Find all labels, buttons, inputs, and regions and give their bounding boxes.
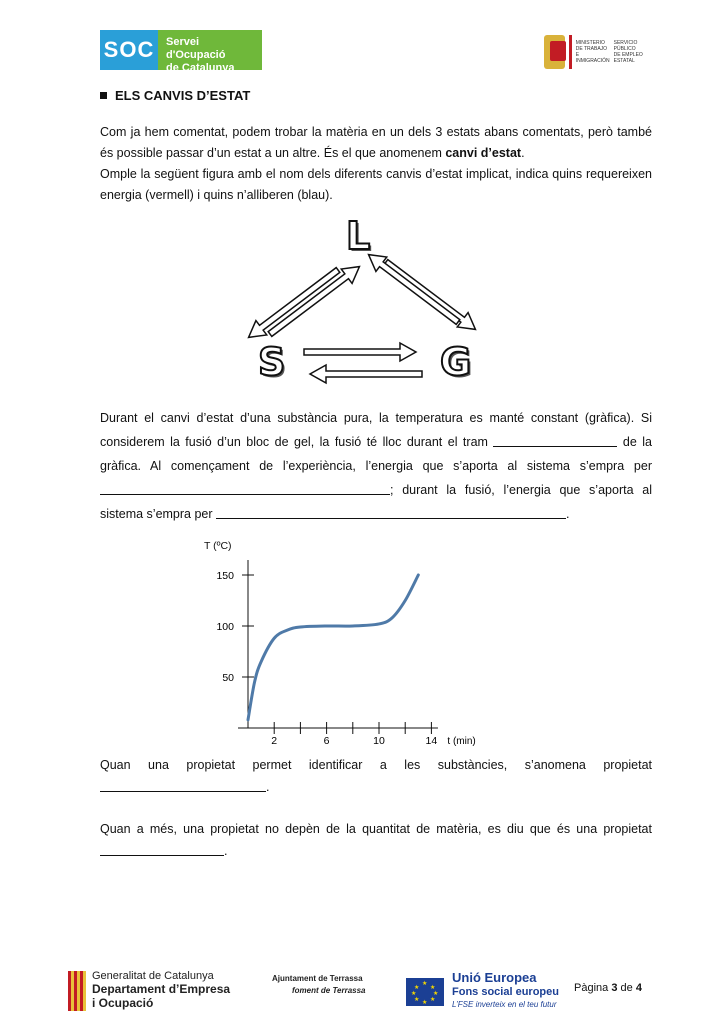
- ministry-name: MINISTERIO DE TRABAJO E INMIGRACIÓN: [575, 40, 610, 64]
- liquid-label: L: [346, 214, 371, 258]
- y-tick-label: 150: [216, 570, 234, 582]
- arrow-l-to-s: [243, 263, 343, 345]
- answer-blank[interactable]: [100, 484, 390, 495]
- soc-name: Servei d'Ocupació de Catalunya: [158, 30, 262, 70]
- generalitat-logo: Generalitat de Catalunya Departament d’Empresa i Ocupació: [68, 970, 230, 1011]
- x-tick-label: 10: [373, 735, 385, 747]
- arrow-l-to-g: [381, 255, 481, 337]
- solid-label: S: [258, 340, 286, 384]
- answer-blank[interactable]: [493, 436, 617, 447]
- gas-label: G: [440, 340, 472, 384]
- ministry-sub: SERVICIO PÚBLICO DE EMPLEO ESTATAL: [613, 40, 643, 64]
- coat-of-arms-icon: [544, 35, 565, 69]
- soc-logo: [100, 30, 262, 74]
- question-1: Quan una propietat permet identificar a les substàncies, s’anomena propietat .: [100, 758, 652, 794]
- y-tick-label: 50: [222, 672, 234, 684]
- bullet-icon: [100, 92, 107, 99]
- answer-blank[interactable]: [100, 781, 266, 792]
- page-number: Pàgina 3 de 4: [574, 982, 642, 994]
- arrow-g-to-l: [363, 247, 463, 329]
- answer-blank[interactable]: [216, 508, 566, 519]
- y-tick-label: 100: [216, 621, 234, 633]
- question-2: Quan a més, una propietat no depèn de la quantitat de matèria, es diu que és una propietat .: [100, 822, 652, 858]
- temperature-chart: [190, 552, 510, 752]
- section-heading: ELS CANVIS D’ESTAT: [100, 88, 250, 103]
- temperature-curve: [248, 575, 418, 720]
- x-tick-label: 14: [425, 735, 438, 747]
- arrow-g-to-s: [310, 365, 422, 383]
- x-tick-label: 6: [323, 735, 330, 747]
- senyera-icon: [68, 971, 86, 1011]
- eu-logo: ★ ★ ★ ★ ★ ★ ★ ★ Unió Europea Fons social europeu L’FSE inverteix en el teu futur: [406, 972, 559, 1011]
- terrassa-logo: Ajuntament de Terrassa foment de Terrassa: [272, 974, 366, 995]
- fill-in-text: Durant el canvi d’estat d’una substància pura, la temperatura es manté constant (gràfica). Si considerem la fusió d’un bloc de gel, la fusió té lloc durant el tram de la gràfica. Al començament de l’experiència, l’energia que s’aporta al sistema s’empra per ; durant la fusió, l’energia que s’aporta al sistema s’empra per .: [100, 411, 652, 521]
- answer-blank[interactable]: [100, 845, 224, 856]
- ministry-logo: [544, 34, 652, 70]
- eu-flag-icon: ★ ★ ★ ★ ★ ★ ★ ★: [406, 978, 444, 1006]
- arrow-s-to-l: [265, 259, 365, 341]
- x-tick-label: 2: [271, 735, 278, 747]
- arrow-s-to-g: [304, 343, 416, 361]
- intro-text: Com ja hem comentat, podem trobar la matèria en un dels 3 estats abans comentats, però també és possible passar d’un estat a un altre. És el que anomenem canvi d’estat. Omple la següent figura amb el nom dels diferents canvis d’estat implicat, indica quins requereixen energia (vermell) i quins n’alliberen (blau).: [100, 125, 652, 202]
- x-axis-label: t (min): [447, 736, 476, 747]
- chart-ylabel: T (ºC): [204, 540, 232, 552]
- soc-abbr: SOC: [100, 30, 158, 70]
